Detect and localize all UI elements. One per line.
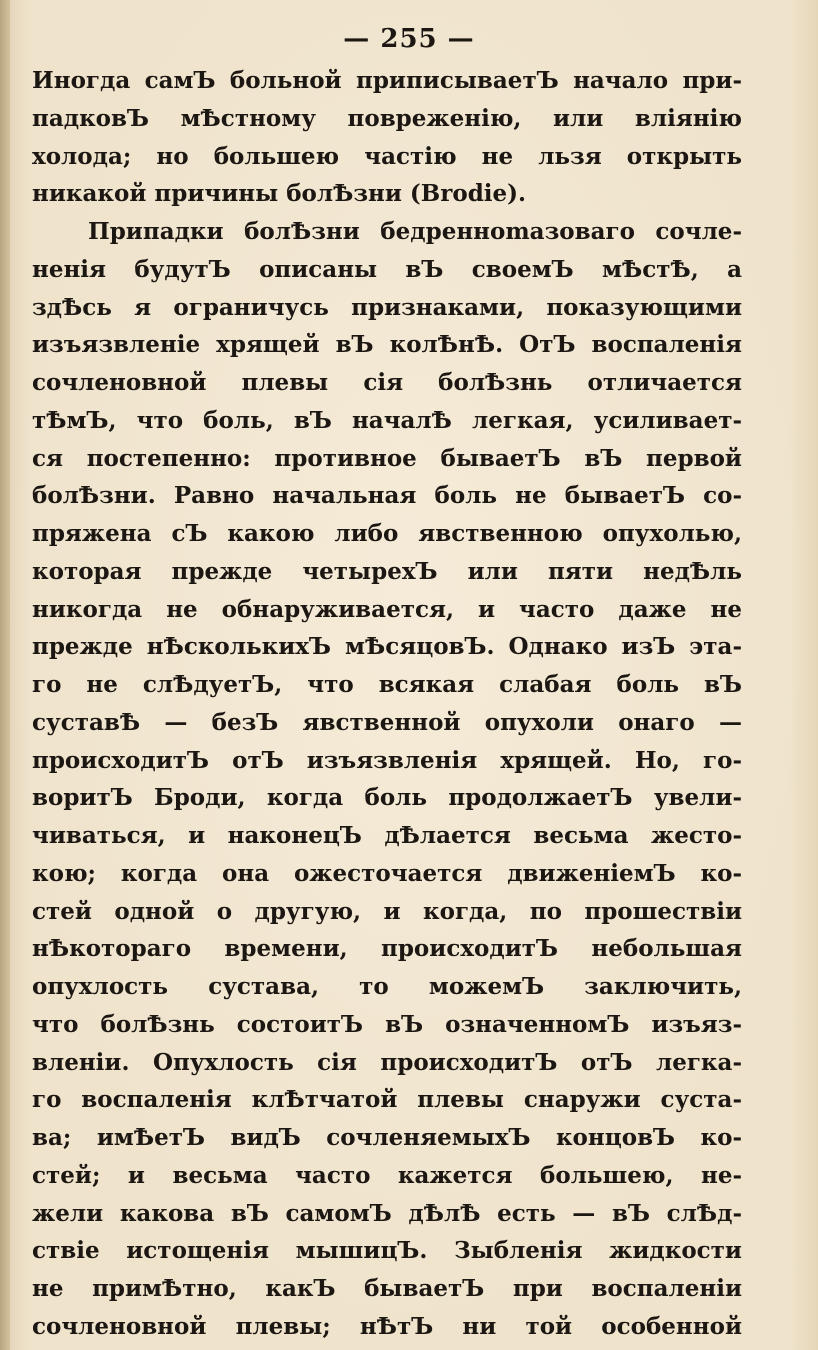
text-line: сочленовной плевы; нѢтЪ ни той особенной (32, 1312, 742, 1340)
text-line: суставѢ — безЪ явственной опухоли онаго — (32, 708, 742, 736)
text-line: опухлость сустава, то можемЪ заключить, (32, 973, 742, 1000)
text-line: ствіе истощенія мышицЪ. Зыбленія жидкости (32, 1237, 742, 1265)
text-line: кою; когда она ожесточается движеніемЪ ко- (32, 859, 742, 887)
text-line: го не слѢдуетЪ, что всякая слабая боль вЪ (32, 671, 742, 698)
text-line: го воспаленія клѢтчатой плевы снаружи суста- (32, 1086, 742, 1114)
text-line: холода; но большею частію не льзя открыть (32, 142, 742, 170)
text-line: вленіи. Опухлость сія происходитЪ отЪ легка- (32, 1048, 742, 1076)
text-line: болѢзни. Равно начальная боль не бываетЪ со- (32, 482, 742, 510)
text-line: падковЪ мѢстному повреженію, или вліянію (32, 104, 742, 132)
text-line: ся постепенно: противное бываетЪ вЪ первой (32, 444, 742, 472)
body-text (32, 62, 742, 1346)
text-line: ва; имѢетЪ видЪ сочленяемыхЪ концовЪ ко- (32, 1124, 742, 1151)
text-line: не примѢтно, какЪ бываетЪ при воспаленіи (32, 1275, 742, 1302)
text-line: никогда не обнаруживается, и часто даже не (32, 595, 742, 623)
text-line: которая прежде четырехЪ или пяти недѢль (32, 557, 742, 585)
text-line: здѢсь я ограничусь признаками, показующими (32, 293, 742, 321)
text-line: жели какова вЪ самомЪ дѢлѢ есть — вЪ слѢд- (32, 1199, 742, 1227)
binding-edge (0, 0, 10, 1350)
page-number: — 255 — (343, 24, 475, 54)
text-line: тѢмЪ, что боль, вЪ началѢ легкая, усиливает- (32, 406, 742, 434)
text-line: нѢкотораго времени, происходитЪ небольшая (32, 935, 742, 963)
text-line: что болѢзнь состоитЪ вЪ означенномЪ изъяз- (32, 1010, 742, 1038)
text-line: изъязвленіе хрящей вЪ колѢнѢ. ОтЪ воспаленія (32, 331, 742, 359)
text-line: Припадки болѢзни бедренноmазоваго сочле- (88, 218, 742, 245)
text-line: никакой причины болѢзни (Brodie). (32, 180, 527, 208)
text-line: стей одной о другую, и когда, по прошествіи (32, 897, 742, 925)
text-line: прежде нѢсколькихЪ мѢсяцовЪ. Однако изЪ эта- (32, 633, 742, 661)
text-line: пряжена сЪ какою либо явственною опухолью, (32, 520, 742, 547)
text-line: ненія будутЪ описаны вЪ своемЪ мѢстѢ, а (32, 255, 742, 283)
text-line: чиваться, и наконецЪ дѢлается весьма жесто- (32, 822, 742, 849)
text-line: воритЪ Броди, когда боль продолжаетЪ увели- (32, 784, 742, 812)
text-line: Иногда самЪ больной приписываетЪ начало при- (32, 67, 742, 94)
text-line: сочленовной плевы сія болѢзнь отличается (32, 369, 742, 396)
text-line: стей; и весьма часто кажется большею, не- (32, 1161, 742, 1189)
text-line: происходитЪ отЪ изъязвленія хрящей. Но, го- (32, 746, 742, 774)
